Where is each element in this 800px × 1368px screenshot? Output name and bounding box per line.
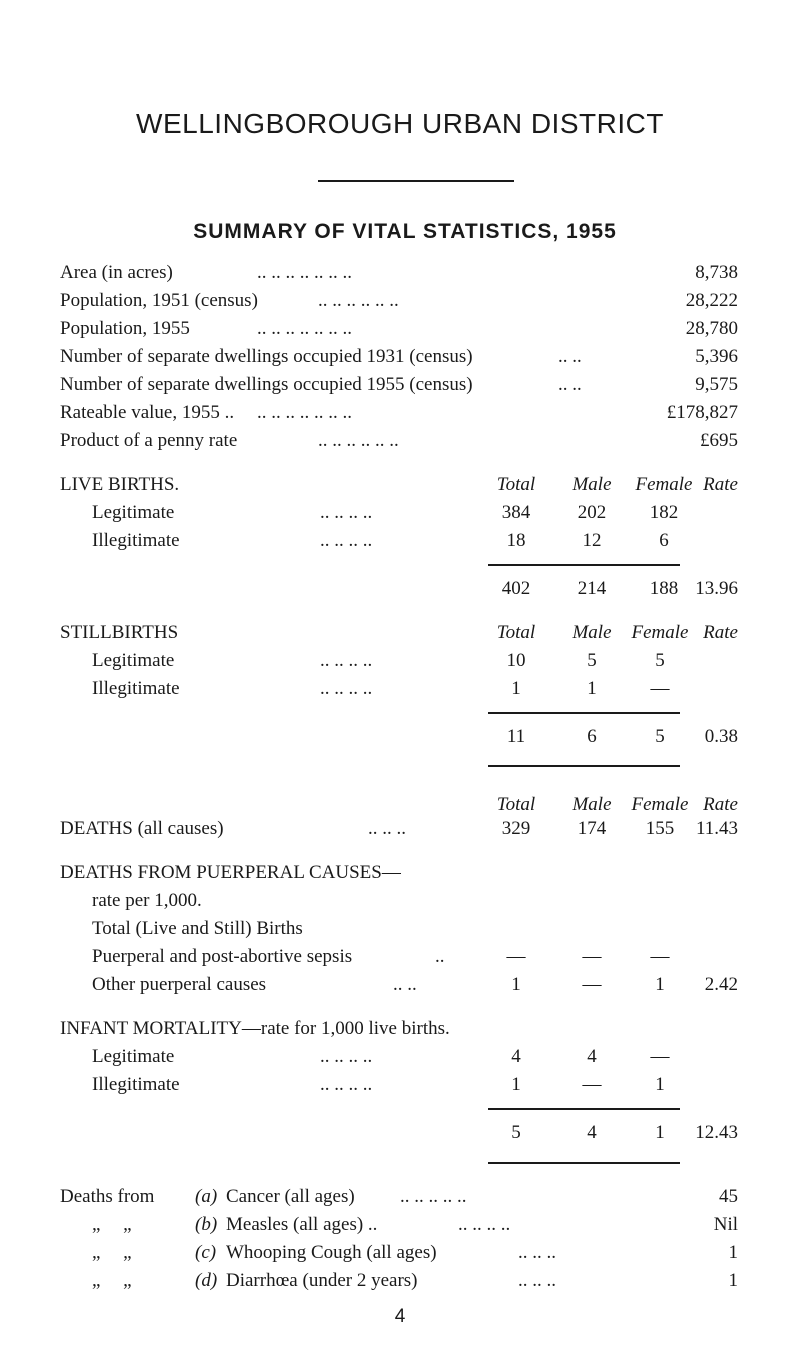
total-female: 5 [655, 726, 665, 747]
cell-female: 6 [659, 530, 669, 551]
total-total: 5 [511, 1122, 521, 1143]
cell-male: 4 [587, 1046, 597, 1067]
sum-rule [488, 712, 680, 714]
cell-total: 10 [506, 650, 526, 671]
total-rate: 0.38 [704, 726, 738, 747]
cause-value: 1 [728, 1270, 738, 1291]
row-label: Illegitimate [92, 678, 180, 699]
leader-dots: .. .. .. .. [320, 650, 373, 671]
cell-female: — [650, 946, 670, 967]
total-rate: 13.96 [695, 578, 738, 599]
cell-male: 1 [587, 678, 597, 699]
document-title: WELLINGBOROUGH URBAN DISTRICT [136, 108, 664, 139]
stillbirths-heading: STILLBIRTHS [60, 622, 179, 643]
cause-label: Whooping Cough (all ages) [226, 1242, 437, 1263]
sum-rule [488, 1108, 680, 1110]
deaths-total: 329 [501, 818, 531, 839]
leader-dots: .. .. .. .. .. .. .. [257, 318, 352, 339]
section-rule [488, 765, 680, 767]
leader-dots: .. .. .. .. .. .. .. [257, 262, 352, 283]
summary-label: Population, 1955 [60, 318, 190, 339]
deaths-label: DEATHS (all causes) [60, 818, 224, 839]
cell-female: 5 [655, 650, 665, 671]
leader-dots: .. .. [558, 374, 582, 395]
sum-rule [488, 564, 680, 566]
row-label: Illegitimate [92, 530, 180, 551]
ditto-marks: „ „ [92, 1242, 132, 1263]
leader-dots: .. .. .. .. [458, 1214, 511, 1235]
live-births-heading: LIVE BIRTHS. [60, 474, 180, 495]
col-header-male: Male [572, 622, 612, 643]
row-label: Illegitimate [92, 1074, 180, 1095]
col-header-total: Total [496, 474, 536, 495]
summary-label: Area (in acres) [60, 262, 173, 283]
title-divider [318, 180, 514, 182]
summary-value: 9,575 [695, 374, 738, 395]
total-total: 11 [506, 726, 526, 747]
summary-heading: SUMMARY OF VITAL STATISTICS, 1955 [193, 220, 617, 243]
leader-dots: .. .. .. .. .. [400, 1186, 467, 1207]
col-header-rate: Rate [703, 474, 738, 495]
deaths-rate: 11.43 [695, 818, 738, 839]
leader-dots: .. .. [393, 974, 417, 995]
col-header-total: Total [496, 794, 536, 815]
leader-dots: .. .. .. [518, 1242, 556, 1263]
total-male: 6 [587, 726, 597, 747]
deaths-from-prefix: Deaths from [60, 1186, 155, 1207]
leader-dots: .. .. .. [368, 818, 406, 839]
summary-label: Number of separate dwellings occupied 1931 (census) [60, 346, 473, 367]
cell-female: — [650, 678, 670, 699]
col-header-female: Female [635, 474, 693, 495]
col-header-female: Female [631, 622, 689, 643]
col-header-male: Male [572, 794, 612, 815]
cell-female: 1 [655, 1074, 665, 1095]
summary-value: 8,738 [695, 262, 738, 283]
cell-male: 202 [577, 502, 607, 523]
leader-dots: .. [435, 946, 445, 967]
cell-male: 12 [582, 530, 602, 551]
leader-dots: .. .. .. .. [320, 530, 373, 551]
cell-female: 182 [649, 502, 679, 523]
leader-dots: .. .. .. .. .. .. [318, 290, 399, 311]
ditto-marks: „ „ [92, 1270, 132, 1291]
leader-dots: .. .. .. .. [320, 1074, 373, 1095]
cause-label: Cancer (all ages) [226, 1186, 355, 1207]
col-header-rate: Rate [703, 622, 738, 643]
row-label: Puerperal and post-abortive sepsis [92, 946, 353, 967]
deaths-male: 174 [577, 818, 607, 839]
total-male: 214 [577, 578, 607, 599]
cell-total: — [506, 946, 526, 967]
cause-value: 45 [719, 1186, 738, 1207]
cell-male: 5 [587, 650, 597, 671]
cause-value: Nil [713, 1214, 738, 1235]
leader-dots: .. .. .. [518, 1270, 556, 1291]
summary-value: 28,222 [685, 290, 738, 311]
puerperal-subheading: Total (Live and Still) Births [92, 918, 303, 939]
row-label: Other puerperal causes [92, 974, 267, 995]
col-header-male: Male [572, 474, 612, 495]
leader-dots: .. .. .. .. .. .. .. [257, 402, 352, 423]
summary-label: Number of separate dwellings occupied 1955 (census) [60, 374, 473, 395]
item-letter: (d) [195, 1270, 218, 1291]
page-number: 4 [394, 1306, 406, 1327]
item-letter: (a) [195, 1186, 218, 1207]
infant-heading: INFANT MORTALITY—rate for 1,000 live births. [60, 1018, 450, 1039]
cell-rate: 2.42 [704, 974, 738, 995]
leader-dots: .. .. [558, 346, 582, 367]
cause-label: Diarrhœa (under 2 years) [226, 1270, 418, 1291]
cell-total: 1 [511, 1074, 521, 1095]
cell-male: — [582, 946, 602, 967]
cell-total: 18 [506, 530, 526, 551]
col-header-female: Female [631, 794, 689, 815]
summary-value: 5,396 [695, 346, 738, 367]
cell-female: — [650, 1046, 670, 1067]
cell-total: 1 [511, 974, 521, 995]
section-rule [488, 1162, 680, 1164]
item-letter: (c) [195, 1242, 217, 1263]
total-female: 188 [649, 578, 679, 599]
cell-male: — [582, 974, 602, 995]
ditto-marks: „ „ [92, 1214, 132, 1235]
item-letter: (b) [195, 1214, 218, 1235]
cell-male: — [582, 1074, 602, 1095]
leader-dots: .. .. .. .. [320, 1046, 373, 1067]
row-label: Legitimate [92, 502, 175, 523]
total-male: 4 [587, 1122, 597, 1143]
cell-total: 1 [511, 678, 521, 699]
deaths-female: 155 [645, 818, 675, 839]
col-header-rate: Rate [703, 794, 738, 815]
summary-value: 28,780 [685, 318, 738, 339]
puerperal-heading: DEATHS FROM PUERPERAL CAUSES— [60, 862, 401, 883]
row-label: Legitimate [92, 650, 175, 671]
leader-dots: .. .. .. .. [320, 678, 373, 699]
row-label: Legitimate [92, 1046, 175, 1067]
cause-value: 1 [728, 1242, 738, 1263]
total-female: 1 [655, 1122, 665, 1143]
total-rate: 12.43 [695, 1122, 738, 1143]
summary-label: Population, 1951 (census) [60, 290, 258, 311]
leader-dots: .. .. .. .. [320, 502, 373, 523]
summary-label: Product of a penny rate [60, 430, 238, 451]
summary-value: £695 [700, 430, 738, 451]
cell-female: 1 [655, 974, 665, 995]
col-header-total: Total [496, 622, 536, 643]
summary-label: Rateable value, 1955 .. [60, 402, 235, 423]
cause-label: Measles (all ages) .. [226, 1214, 378, 1235]
leader-dots: .. .. .. .. .. .. [318, 430, 399, 451]
cell-total: 4 [511, 1046, 521, 1067]
cell-total: 384 [501, 502, 531, 523]
puerperal-subheading: rate per 1,000. [92, 890, 202, 911]
summary-value: £178,827 [666, 402, 738, 423]
total-total: 402 [501, 578, 531, 599]
